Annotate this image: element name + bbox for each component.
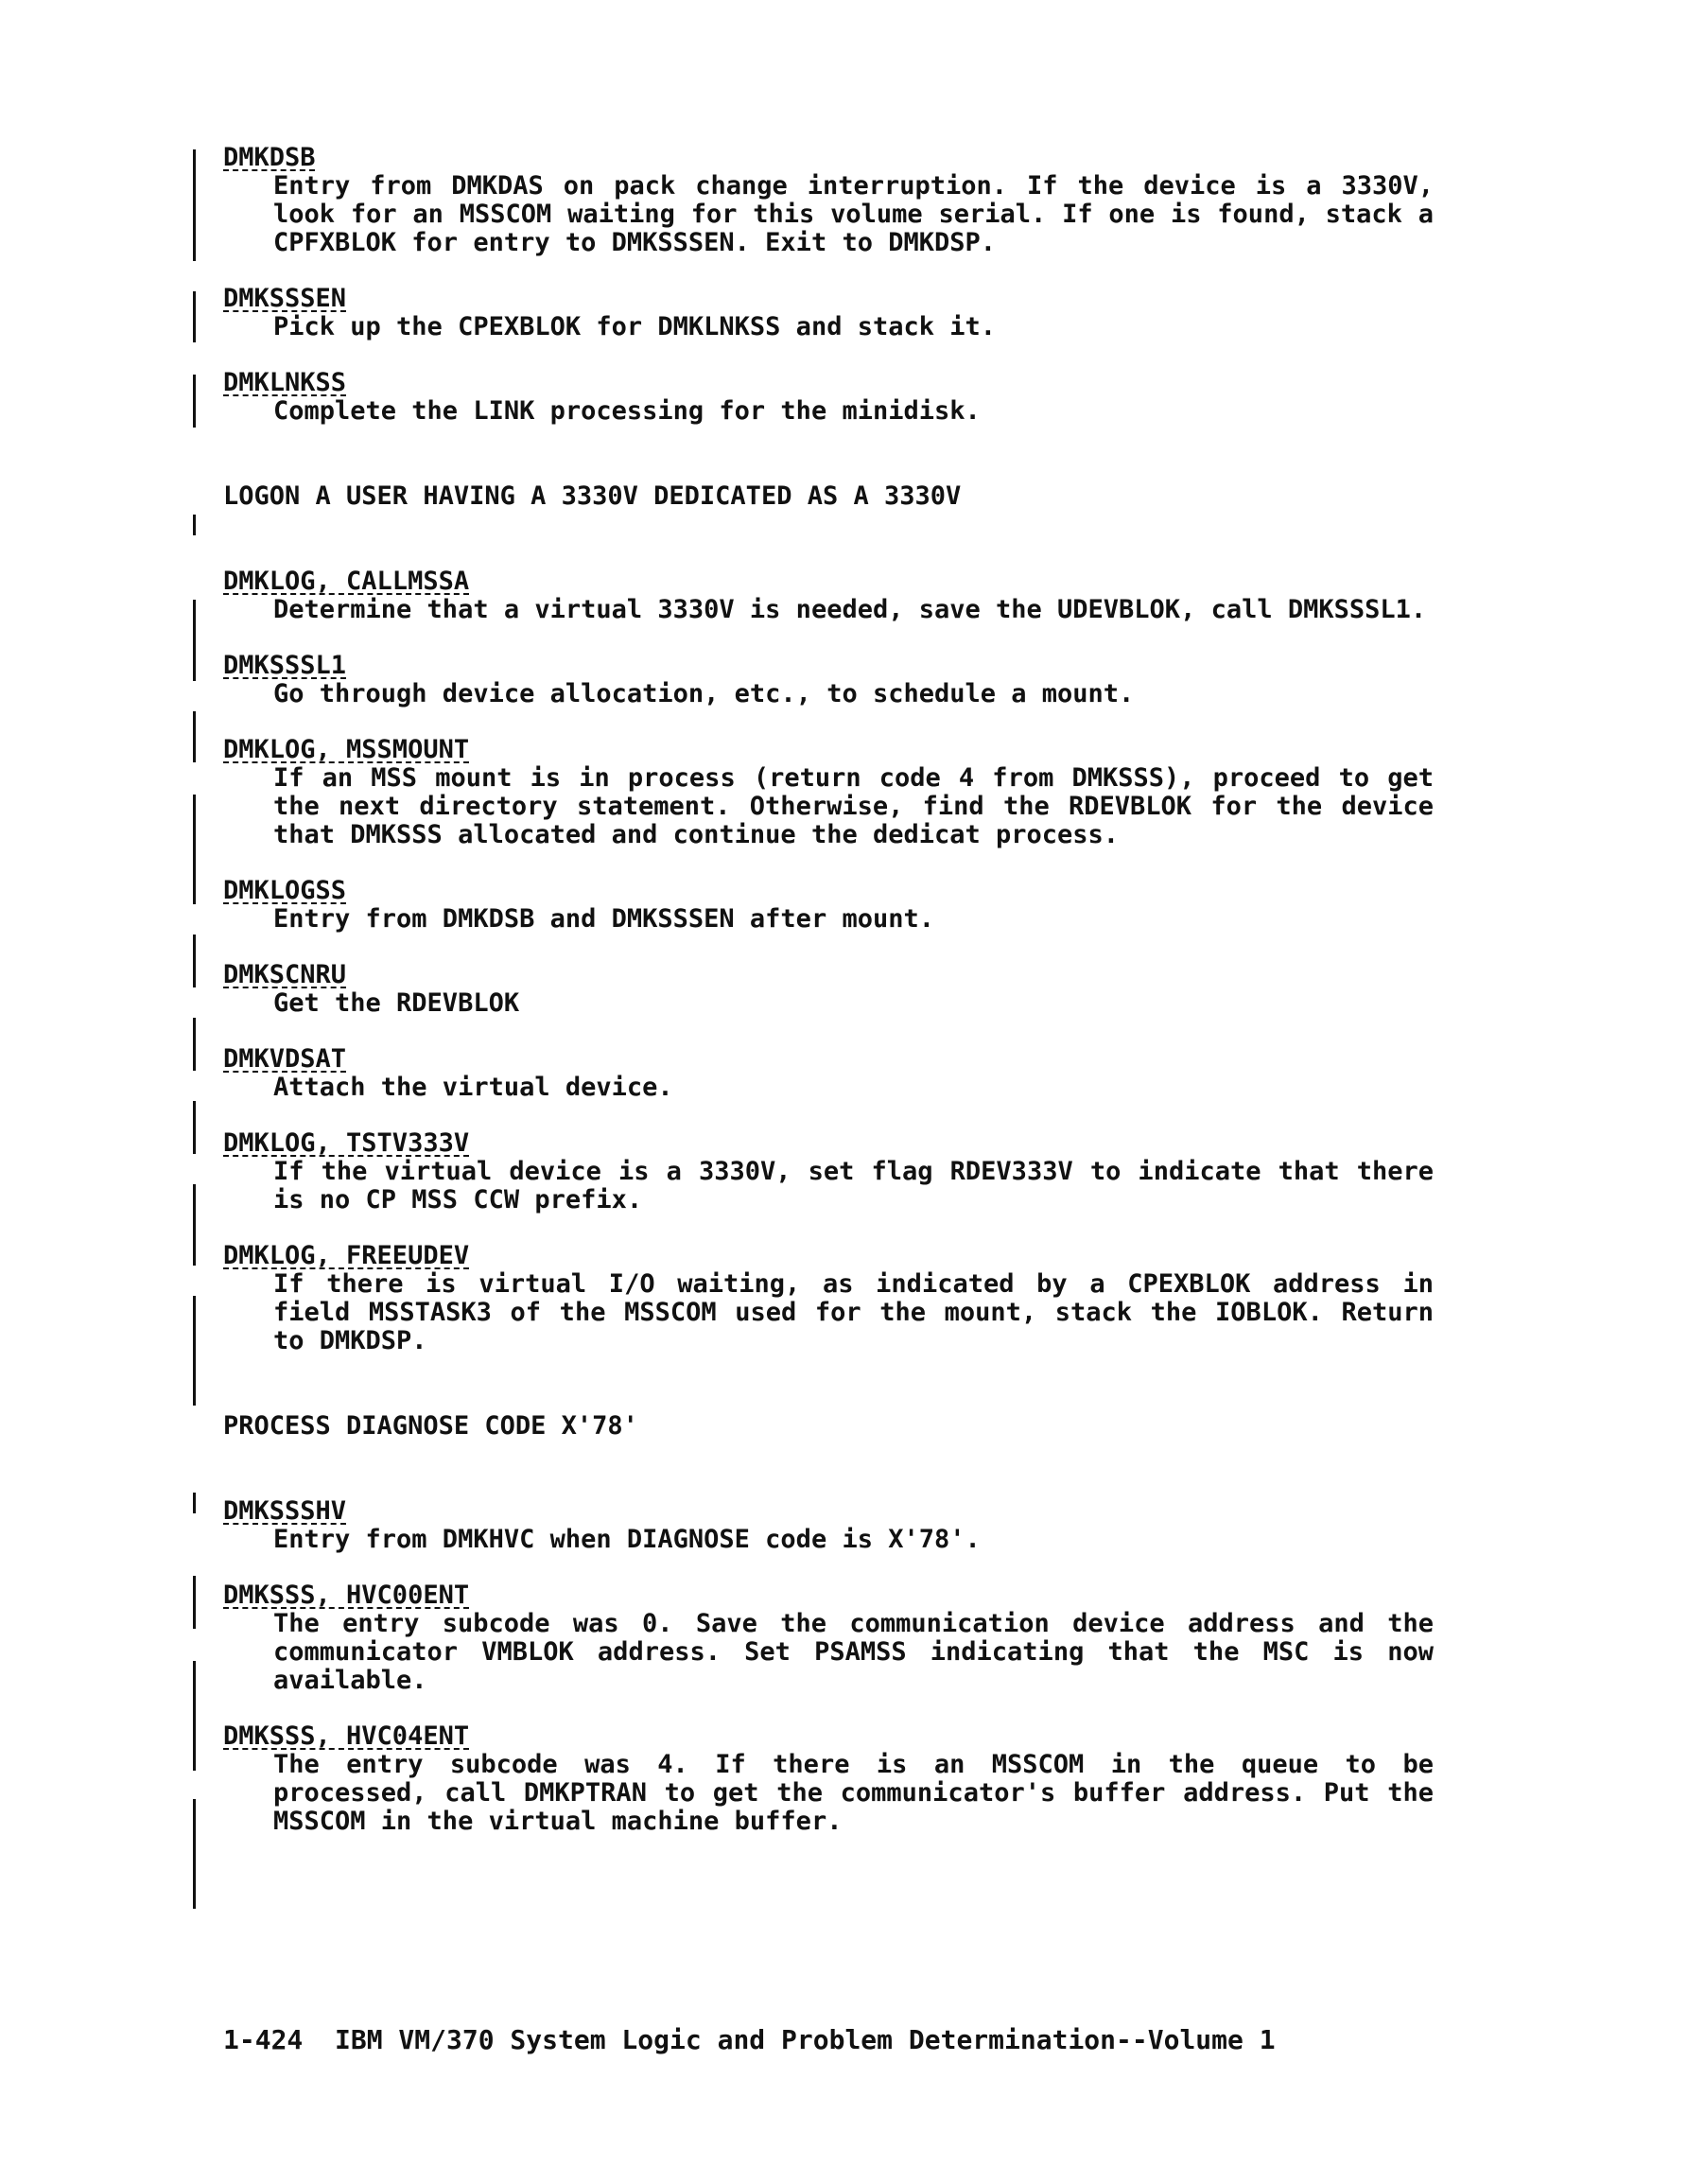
entry-dmklnkss — [223, 369, 1434, 426]
entry-description: Entry from DMKDSB and DMKSSSEN after mount. — [273, 904, 934, 934]
entry-name: DMKLOG, TSTV333V — [223, 1128, 470, 1158]
entry-dmksss-hvc04ent — [223, 1722, 1434, 1836]
section-heading-logon: LOGON A USER HAVING A 3330V DEDICATED AS A 3330V — [223, 481, 962, 511]
entry-dmksss-hvc00ent — [223, 1581, 1434, 1695]
entry-description: Entry from DMKHVC when DIAGNOSE code is X'78'. — [273, 1525, 981, 1554]
entry-name: DMKLOGSS — [223, 876, 347, 905]
page-body — [223, 144, 1434, 1863]
entry-description: Determine that a virtual 3330V is needed, save the UDEVBLOK, call DMKSSSL1. — [273, 595, 1427, 624]
entry-name: DMKSSS, HVC04ENT — [223, 1721, 470, 1751]
revision-bar — [193, 1101, 196, 1154]
entry-dmklogss — [223, 877, 1434, 934]
entry-dmkvdsat — [223, 1045, 1434, 1102]
page-footer: 1-424 IBM VM/370 System Logic and Problem Determination--Volume 1 — [223, 2024, 1276, 2055]
revision-bar — [193, 1799, 196, 1909]
entry-dmkdsb — [223, 144, 1434, 257]
entry-dmklog-freeudev — [223, 1242, 1434, 1355]
entry-description: The entry subcode was 4. If there is an MSSCOM in the queue to be processed, call DMKPTRAN to get the communicator's buffer address. Put the MSSCOM in the virtual machine buffer. — [273, 1750, 1434, 1836]
revision-bar — [193, 600, 196, 681]
entry-name: DMKLOG, FREEUDEV — [223, 1241, 470, 1270]
revision-bar — [193, 1661, 196, 1771]
entry-description: Pick up the CPEXBLOK for DMKLNKSS and stack it. — [273, 312, 997, 341]
entry-name: DMKSSSHV — [223, 1496, 347, 1526]
entry-dmksssen — [223, 285, 1434, 341]
entry-name: DMKLNKSS — [223, 368, 347, 397]
entry-description: Entry from DMKDAS on pack change interruption. If the device is a 3330V, look for an MSSCOM waiting for this volume serial. If one is found, stack a CPFXBLOK for entry to DMKSSSEN. Exit to DMKDSP. — [273, 171, 1434, 257]
entry-description: Attach the virtual device. — [273, 1073, 673, 1102]
entry-name: DMKDSB — [223, 143, 316, 172]
revision-bar — [193, 149, 196, 261]
revision-bar — [193, 935, 196, 987]
entry-description: Complete the LINK processing for the minidisk. — [273, 396, 981, 426]
entry-name: DMKSSSEN — [223, 284, 347, 313]
entry-name: DMKSCNRU — [223, 960, 347, 989]
revision-bar — [193, 1576, 196, 1629]
entry-name: DMKLOG, CALLMSSA — [223, 567, 470, 596]
entry-name: DMKSSS, HVC00ENT — [223, 1581, 470, 1610]
revision-bar — [193, 1018, 196, 1071]
entry-dmklog-tstv333v — [223, 1129, 1434, 1214]
entry-dmklog-callmssa — [223, 568, 1434, 624]
entry-name: DMKVDSAT — [223, 1044, 347, 1074]
entry-description: If the virtual device is a 3330V, set flag RDEV333V to indicate that there is no CP MSS CCW prefix. — [273, 1157, 1434, 1214]
entry-description: The entry subcode was 0. Save the communication device address and the communicator VMBLOK address. Set PSAMSS indicating that the MSC is now available. — [273, 1609, 1434, 1695]
entry-description: Get the RDEVBLOK — [273, 988, 520, 1018]
entry-description: If there is virtual I/O waiting, as indicated by a CPEXBLOK address in field MSSTASK3 of the MSSCOM used for the mount, stack the IOBLOK. Return to DMKDSP. — [273, 1269, 1434, 1355]
revision-bar — [193, 1296, 196, 1406]
entry-name: DMKSSSL1 — [223, 651, 347, 680]
entry-description: Go through device allocation, etc., to schedule a mount. — [273, 679, 1135, 708]
revision-bar — [193, 795, 196, 904]
revision-bar — [193, 711, 196, 762]
entry-dmkscnru — [223, 961, 1434, 1018]
entry-dmksssl1 — [223, 652, 1434, 708]
entry-dmklog-mssmount — [223, 736, 1434, 849]
revision-bar — [193, 375, 196, 428]
revision-bar — [193, 1184, 196, 1266]
revision-bar — [193, 291, 196, 342]
entry-name: DMKLOG, MSSMOUNT — [223, 735, 470, 764]
entry-description: If an MSS mount is in process (return code 4 from DMKSSS), proceed to get the next directory statement. Otherwise, find the RDEVBLOK for the device that DMKSSS allocated and continue the dedicat process. — [273, 763, 1434, 849]
section-heading-diagnose: PROCESS DIAGNOSE CODE X'78' — [223, 1411, 638, 1441]
revision-bar — [193, 1493, 196, 1513]
revision-bar — [193, 515, 196, 535]
entry-dmkssshv — [223, 1497, 1434, 1554]
